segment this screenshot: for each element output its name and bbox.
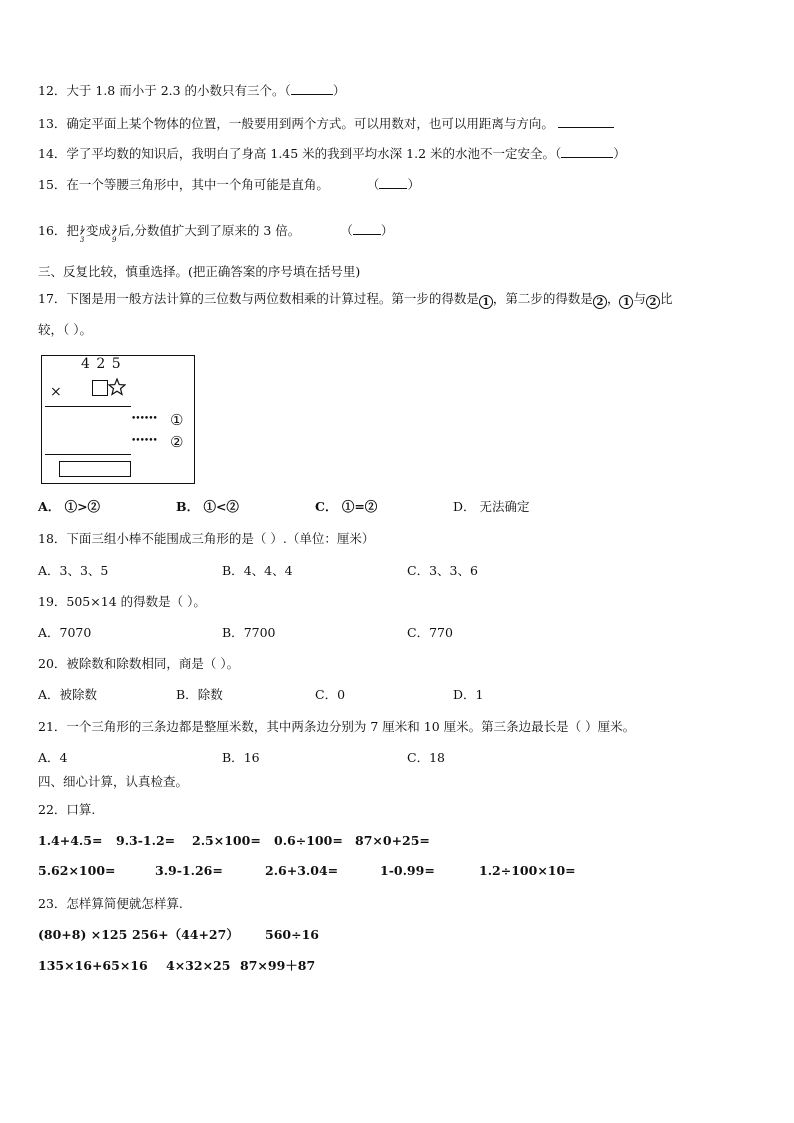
fraction-one-third: 1 3 [79, 225, 85, 244]
q17-option-d[interactable]: D． 无法确定 [453, 499, 530, 514]
q18-option-a[interactable]: A．3、3、5 [38, 563, 109, 578]
mental-calc-6: 5.62×100= [38, 863, 116, 878]
star-icon [108, 378, 126, 396]
square-box[interactable] [92, 380, 108, 396]
q17-option-a[interactable]: A． ①>② [38, 499, 101, 514]
question-19: 19．505×14 的得数是（ ）。 [38, 594, 206, 609]
question-22: 22．口算. [38, 802, 96, 817]
q18-option-b[interactable]: B．4、4、4 [222, 563, 293, 578]
q21-option-a[interactable]: A．4 [38, 750, 68, 765]
multiplication-figure [41, 355, 195, 484]
q20-option-d[interactable]: D．1 [453, 687, 484, 702]
mental-calc-5: 87×0+25= [355, 833, 430, 848]
mental-calc-8: 2.6+3.04= [265, 863, 339, 878]
sum-rule-line [45, 454, 131, 455]
circled-one: 1 [619, 295, 633, 309]
question-23: 23．怎样算简便就怎样算. [38, 896, 183, 911]
q21-option-c[interactable]: C．18 [407, 750, 445, 765]
circled-two: 2 [593, 295, 607, 309]
simplify-calc-1: (80+8) ×125 [38, 927, 128, 942]
answer-blank[interactable] [561, 145, 613, 158]
simplify-calc-3: 560÷16 [265, 927, 319, 942]
question-20: 20．被除数和除数相同，商是（ ）。 [38, 656, 240, 671]
mark-circled-two: ② [170, 433, 184, 451]
section-heading-3: 三、反复比较，慎重选择。(把正确答案的序号填在括号里) [38, 264, 361, 279]
dots-row-1: •••••• [131, 414, 157, 424]
circled-one: 1 [479, 295, 493, 309]
q17-option-b[interactable]: B． ①<② [176, 499, 239, 514]
mental-calc-2: 9.3-1.2= [116, 833, 176, 848]
mental-calc-10: 1.2÷100×10= [479, 863, 576, 878]
fraction-three-ninths: 3 9 [111, 225, 117, 244]
mental-calc-9: 1-0.99= [380, 863, 435, 878]
simplify-calc-6: 87×99＋87 [240, 958, 316, 973]
product-rule-line [45, 406, 131, 407]
question-17: 17．下图是用一般方法计算的三位数与两位数相乘的计算过程。第一步的得数是 1 ，第二步的得数是 2 ， 1 与 2 比 [38, 291, 673, 308]
question-12: 12．大于 1.8 而小于 2.3 的小数只有三个。（ ） [38, 83, 346, 98]
result-box[interactable] [59, 461, 131, 477]
simplify-calc-4: 135×16+65×16 [38, 958, 148, 973]
question-13: 13．确定平面上某个物体的位置，一般要用到两个方式。可以用数对，也可以用距离与方向。 [38, 115, 614, 133]
answer-blank[interactable] [291, 82, 333, 95]
mental-calc-4: 0.6÷100= [274, 833, 343, 848]
mental-calc-3: 2.5×100= [192, 833, 261, 848]
dots-row-2: •••••• [131, 436, 157, 446]
q18-option-c[interactable]: C．3、3、6 [407, 563, 478, 578]
q17-option-c[interactable]: C． ①=② [315, 499, 378, 514]
multiplicand-digits: 4 2 5 [81, 356, 122, 372]
answer-blank[interactable] [379, 176, 407, 189]
q21-option-b[interactable]: B．16 [222, 750, 260, 765]
question-18: 18．下面三组小棒不能围成三角形的是（ ）.（单位：厘米） [38, 531, 375, 546]
q19-option-c[interactable]: C．770 [407, 625, 453, 640]
q20-option-c[interactable]: C．0 [315, 687, 346, 702]
answer-blank[interactable] [558, 115, 614, 128]
simplify-calc-5: 4×32×25 [166, 958, 231, 973]
q20-option-b[interactable]: B．除数 [176, 687, 223, 702]
question-21: 21．一个三角形的三条边都是整厘米数，其中两条边分别为 7 厘米和 10 厘米。第三条边最长是（ ）厘米。 [38, 719, 636, 734]
q19-option-a[interactable]: A．7070 [38, 625, 92, 640]
q20-option-a[interactable]: A．被除数 [38, 687, 98, 702]
question-14: 14．学了平均数的知识后，我明白了身高 1.45 米的我到平均水深 1.2 米的水池不一定安全。（ ） [38, 146, 626, 161]
answer-blank[interactable] [353, 222, 381, 235]
simplify-calc-2: 256+（44+27） [132, 927, 239, 942]
q19-option-b[interactable]: B．7700 [222, 625, 276, 640]
mark-circled-one: ① [170, 411, 184, 429]
mental-calc-7: 3.9-1.26= [155, 863, 223, 878]
question-15: 15．在一个等腰三角形中，其中一个角可能是直角。 （ ） [38, 177, 420, 192]
circled-two: 2 [646, 295, 660, 309]
mental-calc-1: 1.4+4.5= [38, 833, 103, 848]
question-17-line2: 较，（ ）。 [38, 322, 92, 337]
question-16: 16．把 1 3 变成 3 9 后,分数值扩大到了原来的 3 倍。 （ ） [38, 223, 394, 244]
section-heading-4: 四、细心计算，认真检查。 [38, 774, 189, 789]
times-sign: × [50, 384, 62, 400]
